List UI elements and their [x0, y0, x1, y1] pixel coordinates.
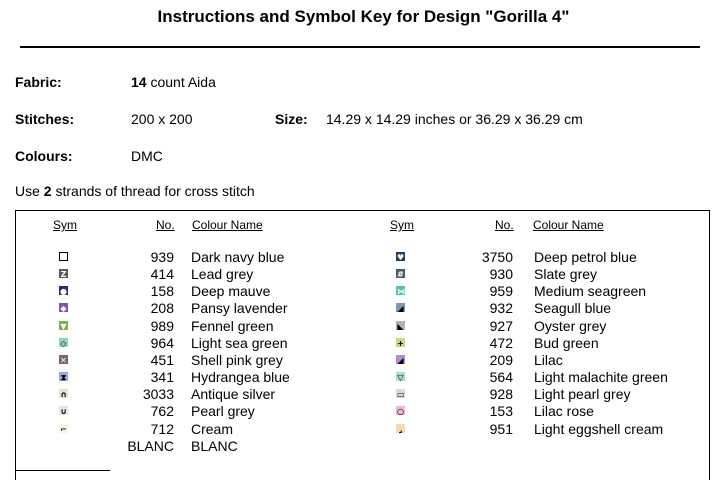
colour-number: 930	[489, 266, 513, 283]
colour-number: 153	[489, 403, 513, 420]
table-bottom-rule	[15, 470, 110, 471]
page-title: Instructions and Symbol Key for Design "Gorilla 4"	[157, 7, 570, 26]
wedge-symbol-icon: ◢	[397, 304, 404, 314]
colour-number: 3033	[142, 386, 174, 403]
strands-pre: Use	[15, 183, 40, 199]
colour-number: 472	[489, 334, 513, 351]
colours-value: DMC	[131, 148, 163, 164]
hourglass-symbol-icon: ⧗	[60, 373, 67, 383]
colour-name: Lilac rose	[534, 403, 594, 420]
colour-name: Dark navy blue	[191, 249, 285, 265]
colour-name: BLANC	[191, 437, 238, 454]
colour-name: Lilac	[534, 351, 563, 368]
plus-symbol-icon: +	[397, 338, 404, 348]
table-row	[0, 369, 700, 386]
colour-name: Light eggshell cream	[534, 420, 664, 437]
colour-name: Shell pink grey	[191, 351, 283, 368]
colour-number: 927	[489, 317, 513, 334]
fabric-type: count Aida	[150, 74, 216, 90]
corner-right-symbol-icon: ⌟	[396, 424, 405, 433]
colour-name: Medium seagreen	[534, 283, 647, 300]
header-no-left: No.	[156, 218, 175, 232]
diamond-symbol-icon: ◆	[60, 304, 67, 314]
colour-name: Pansy lavender	[191, 300, 288, 317]
title-divider	[20, 46, 700, 48]
fabric-label: Fabric:	[15, 74, 62, 90]
colour-name: Light malachite green	[534, 369, 668, 386]
rectangle-symbol-icon: ▭	[397, 390, 405, 400]
colours-label: Colours:	[15, 148, 73, 164]
table-row	[0, 249, 700, 266]
colour-number: 762	[150, 403, 174, 420]
colour-number: 451	[150, 351, 174, 368]
header-no-right: No.	[495, 218, 514, 232]
bowtie-symbol-icon: ⋈	[397, 287, 405, 297]
blank-symbol-icon	[59, 441, 68, 450]
colour-number: 932	[489, 300, 513, 317]
table-row	[0, 352, 700, 369]
colour-number: 208	[150, 300, 174, 317]
colour-number: 3750	[481, 249, 513, 265]
colour-number: 959	[489, 283, 513, 300]
fabric-count: 14	[131, 74, 147, 90]
colour-name: Fennel green	[191, 317, 274, 334]
cup-symbol-icon: ∪	[60, 407, 67, 417]
wedge-lilac-symbol-icon: ◢	[397, 355, 404, 365]
colour-name: Slate grey	[534, 266, 598, 283]
cap-symbol-icon: ∩	[60, 390, 67, 400]
table-row	[0, 403, 700, 420]
colour-name: Antique silver	[191, 386, 276, 403]
table-row	[0, 283, 700, 300]
header-sym-left: Sym	[53, 218, 77, 232]
header-name-left: Colour Name	[192, 218, 263, 232]
strands-instruction	[15, 183, 255, 199]
colour-name: Hydrangea blue	[191, 369, 290, 386]
stitches-label: Stitches:	[15, 111, 75, 127]
table-row	[0, 438, 700, 455]
colour-number: 951	[489, 420, 513, 437]
circle-symbol-icon: ●	[60, 287, 67, 297]
table-row	[0, 421, 700, 438]
colour-number: 341	[150, 369, 174, 386]
table-row	[0, 300, 700, 317]
colour-name: Bud green	[534, 334, 599, 351]
diamond-outline-symbol-icon: ◇	[60, 338, 67, 348]
colour-number: 939	[150, 249, 174, 265]
colour-number: 989	[150, 317, 174, 334]
colour-name: Seagull blue	[534, 300, 612, 317]
colour-name: Deep petrol blue	[534, 249, 637, 265]
colour-name: Light pearl grey	[534, 386, 631, 403]
colour-name: Lead grey	[191, 266, 254, 283]
corner-symbol-icon: ⌐	[60, 424, 67, 434]
colour-number: 712	[150, 420, 174, 437]
table-row	[0, 335, 700, 352]
colour-number: 158	[150, 283, 174, 300]
x-symbol-icon: ✕	[60, 355, 67, 365]
hash-symbol-icon: #	[397, 270, 404, 280]
triangle-outline-symbol-icon: ▽	[397, 373, 404, 383]
size-value: 14.29 x 14.29 inches or 36.29 x 36.29 cm	[326, 111, 583, 127]
wedge-left-symbol-icon: ◣	[397, 321, 404, 331]
table-row	[0, 266, 700, 283]
fabric-value	[131, 74, 216, 90]
header-sym-right: Sym	[390, 218, 414, 232]
z-symbol-icon: Z	[60, 270, 67, 280]
table-row	[0, 386, 700, 403]
colour-number: BLANC	[127, 437, 174, 454]
colour-number: 414	[150, 266, 174, 283]
colour-name: Deep mauve	[191, 283, 271, 300]
colour-name: Pearl grey	[191, 403, 255, 420]
triangle-down-symbol-icon: ▼	[60, 321, 67, 331]
circle-outline-symbol-icon: ○	[397, 407, 404, 417]
header-name-right: Colour Name	[533, 218, 604, 232]
colour-name: Light sea green	[191, 334, 288, 351]
colour-number: 209	[489, 351, 513, 368]
colour-name: Cream	[191, 420, 234, 437]
table-row	[0, 318, 700, 335]
strands-count: 2	[43, 183, 52, 199]
stitches-value: 200 x 200	[131, 111, 193, 127]
colour-number: 564	[489, 369, 513, 386]
colour-number: 928	[489, 386, 513, 403]
strands-post: strands of thread for cross stitch	[55, 183, 255, 199]
colour-name: Oyster grey	[534, 317, 607, 334]
heart-symbol-icon: ♥	[397, 253, 405, 262]
colour-number: 964	[150, 334, 174, 351]
size-label: Size:	[275, 111, 308, 127]
